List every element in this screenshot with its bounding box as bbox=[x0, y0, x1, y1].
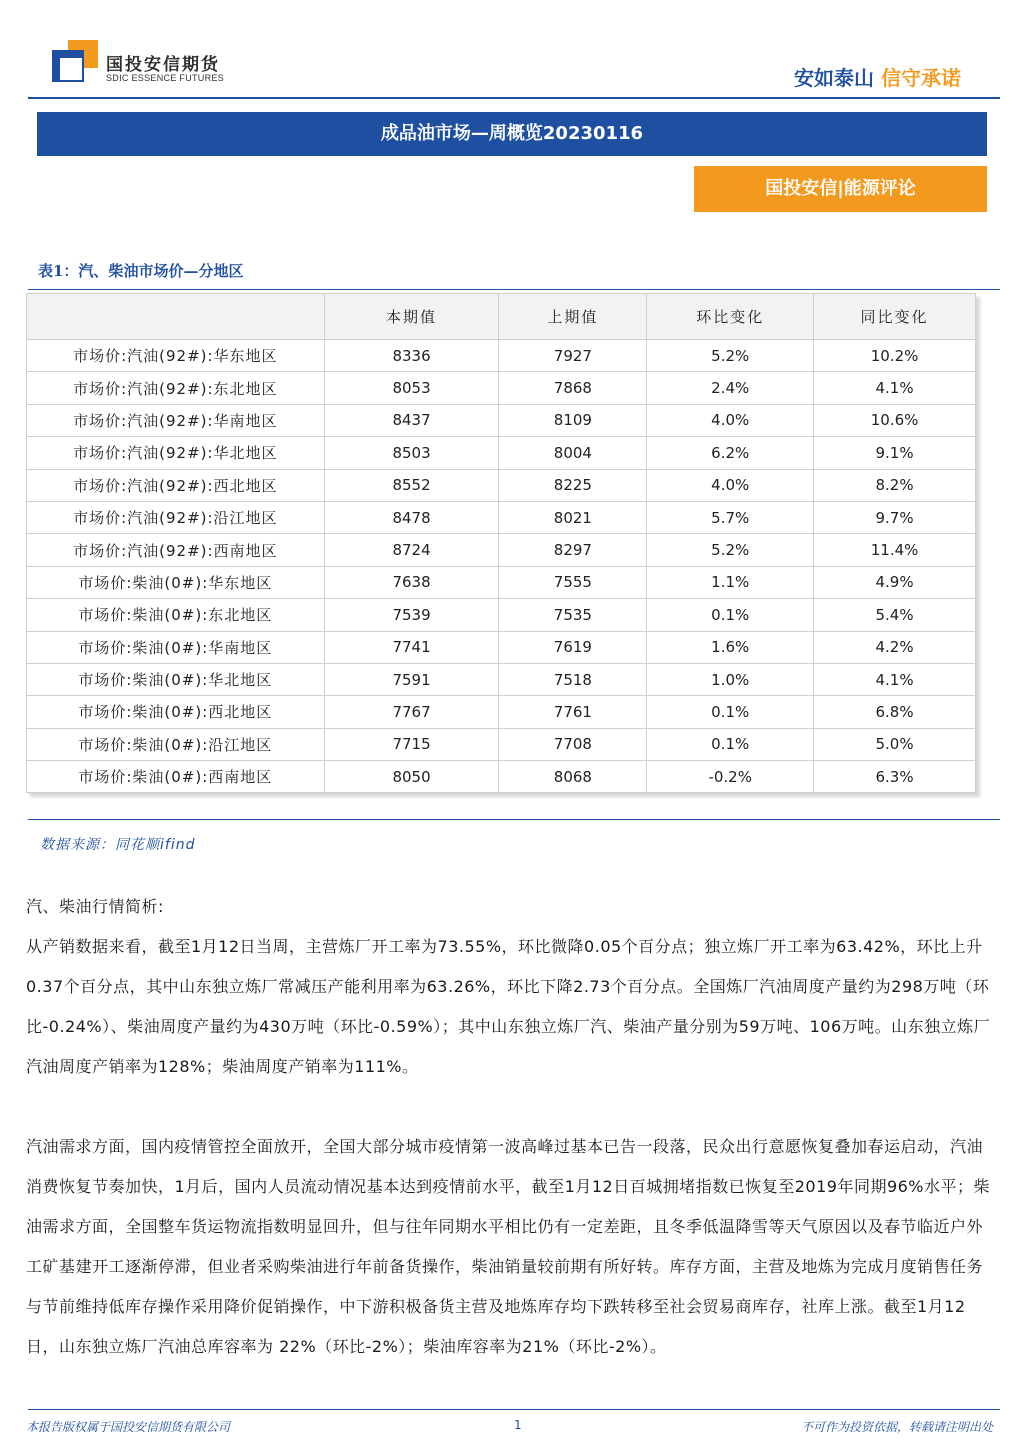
report-title: 成品油市场—周概览20230116 bbox=[37, 112, 987, 156]
current-value-cell: 8336 bbox=[324, 340, 499, 372]
previous-value-cell: 8297 bbox=[499, 534, 647, 566]
report-category-tag: 国投安信|能源评论 bbox=[694, 166, 987, 212]
header-divider bbox=[28, 97, 1000, 99]
wow-change-cell: 4.0% bbox=[647, 404, 814, 436]
wow-change-cell: 6.2% bbox=[647, 437, 814, 469]
current-value-cell: 7715 bbox=[324, 728, 499, 760]
yoy-change-cell: 9.7% bbox=[814, 501, 976, 533]
previous-value-cell: 7868 bbox=[499, 372, 647, 404]
region-cell: 市场价:汽油(92#):华东地区 bbox=[27, 340, 325, 372]
region-cell: 市场价:柴油(0#):西南地区 bbox=[27, 761, 325, 793]
yoy-change-cell: 4.9% bbox=[814, 566, 976, 598]
previous-value-cell: 7927 bbox=[499, 340, 647, 372]
table-row bbox=[27, 372, 976, 404]
previous-value-cell: 7708 bbox=[499, 728, 647, 760]
yoy-change-cell: 10.6% bbox=[814, 404, 976, 436]
analysis-paragraph-demand: 汽油需求方面，国内疫情管控全面放开，全国大部分城市疫情第一波高峰过基本已告一段落，民众出行意愿恢复叠加春运启动，汽油消费恢复节奏加快，1月后，国内人员流动情况基本达到疫情前水平，截至1月12日百城拥堵指数已恢复至2019年同期96%水平；柴油需求方面，全国整车货运物流指数明显回升，但与往年同期水平相比仍有一定差距，且冬季低温降雪等天气原因以及春节临近户外工矿基建开工逐渐停滞，但业者采购柴油进行年前备货操作，柴油销量较前期有所好转。库存方面，主营及地炼为完成月度销售任务与节前维持低库存操作采用降价促销操作，中下游积极备货主营及地炼库存均下跌转移至社会贸易商库存，社库上涨。截至1月12日，山东独立炼厂汽油总库容率为 22%（环比-2%）；柴油库容率为21%（环比-2%）。 bbox=[26, 1137, 991, 1356]
slogan-part-b: 信守承诺 bbox=[881, 66, 961, 90]
yoy-change-cell: 5.0% bbox=[814, 728, 976, 760]
current-value-cell: 8437 bbox=[324, 404, 499, 436]
table-row bbox=[27, 534, 976, 566]
yoy-change-cell: 11.4% bbox=[814, 534, 976, 566]
current-value-cell: 7741 bbox=[324, 631, 499, 663]
page-number: 1 bbox=[514, 1418, 522, 1432]
previous-value-cell: 7619 bbox=[499, 631, 647, 663]
analysis-paragraph-production: 从产销数据来看，截至1月12日当周，主营炼厂开工率为73.55%，环比微降0.05个百分点；独立炼厂开工率为63.42%，环比上升0.37个百分点，其中山东独立炼厂常减压产能利用率为63.26%，环比下降2.73个百分点。全国炼厂汽油周度产量约为298万吨（环比-0.24%）、柴油周度产量约为430万吨（环比-0.59%）；其中山东独立炼厂汽、柴油产量分别为59万吨、106万吨。山东独立炼厂汽油周度产销率为128%；柴油周度产销率为111%。 bbox=[26, 937, 991, 1076]
current-value-cell: 8478 bbox=[324, 501, 499, 533]
previous-value-cell: 8021 bbox=[499, 501, 647, 533]
analysis-heading: 汽、柴油行情简析: bbox=[26, 897, 164, 916]
current-value-cell: 8724 bbox=[324, 534, 499, 566]
footer-copyright: 本报告版权属于国投安信期货有限公司 bbox=[26, 1420, 231, 1434]
yoy-change-cell: 9.1% bbox=[814, 437, 976, 469]
region-cell: 市场价:柴油(0#):沿江地区 bbox=[27, 728, 325, 760]
table-header-row bbox=[27, 294, 976, 340]
table-row bbox=[27, 696, 976, 728]
previous-value-cell: 7535 bbox=[499, 599, 647, 631]
region-cell: 市场价:柴油(0#):西北地区 bbox=[27, 696, 325, 728]
wow-change-cell: 5.7% bbox=[647, 501, 814, 533]
region-cell: 市场价:汽油(92#):华北地区 bbox=[27, 437, 325, 469]
table-row bbox=[27, 566, 976, 598]
table-row bbox=[27, 631, 976, 663]
yoy-change-cell: 4.2% bbox=[814, 631, 976, 663]
wow-change-cell: 1.0% bbox=[647, 663, 814, 695]
table-caption: 表1：汽、柴油市场价—分地区 bbox=[38, 262, 244, 280]
slogan-part-a: 安如泰山 bbox=[794, 66, 875, 90]
yoy-change-cell: 5.4% bbox=[814, 599, 976, 631]
current-value-cell: 7539 bbox=[324, 599, 499, 631]
table-row bbox=[27, 663, 976, 695]
wow-change-cell: 0.1% bbox=[647, 696, 814, 728]
previous-value-cell: 8004 bbox=[499, 437, 647, 469]
footer-disclaimer: 不可作为投资依据，转载请注明出处 bbox=[800, 1420, 993, 1434]
company-slogan bbox=[794, 62, 961, 91]
wow-change-cell: 1.1% bbox=[647, 566, 814, 598]
yoy-change-cell: 8.2% bbox=[814, 469, 976, 501]
logo-english-name: SDIC ESSENCE FUTURES bbox=[106, 73, 225, 83]
region-cell: 市场价:汽油(92#):东北地区 bbox=[27, 372, 325, 404]
previous-value-cell: 7761 bbox=[499, 696, 647, 728]
table-row bbox=[27, 501, 976, 533]
previous-value-cell: 8225 bbox=[499, 469, 647, 501]
current-value-cell: 7767 bbox=[324, 696, 499, 728]
wow-change-cell: 0.1% bbox=[647, 599, 814, 631]
yoy-change-cell: 6.8% bbox=[814, 696, 976, 728]
header-cell-region bbox=[27, 294, 325, 340]
caption-divider bbox=[28, 289, 1000, 290]
current-value-cell: 7638 bbox=[324, 566, 499, 598]
wow-change-cell: 2.4% bbox=[647, 372, 814, 404]
data-source-note: 数据来源：同花顺ifind bbox=[40, 837, 196, 853]
current-value-cell: 8503 bbox=[324, 437, 499, 469]
current-value-cell: 8552 bbox=[324, 469, 499, 501]
previous-value-cell: 8109 bbox=[499, 404, 647, 436]
header-cell-previous: 上期值 bbox=[499, 294, 647, 340]
region-cell: 市场价:汽油(92#):西南地区 bbox=[27, 534, 325, 566]
region-cell: 市场价:柴油(0#):华东地区 bbox=[27, 566, 325, 598]
wow-change-cell: 4.0% bbox=[647, 469, 814, 501]
table-row bbox=[27, 469, 976, 501]
wow-change-cell: -0.2% bbox=[647, 761, 814, 793]
current-value-cell: 7591 bbox=[324, 663, 499, 695]
wow-change-cell: 5.2% bbox=[647, 534, 814, 566]
page-header bbox=[0, 0, 1025, 100]
market-price-table bbox=[26, 293, 976, 793]
source-divider bbox=[28, 819, 1000, 820]
region-cell: 市场价:柴油(0#):华北地区 bbox=[27, 663, 325, 695]
region-cell: 市场价:柴油(0#):东北地区 bbox=[27, 599, 325, 631]
yoy-change-cell: 10.2% bbox=[814, 340, 976, 372]
wow-change-cell: 0.1% bbox=[647, 728, 814, 760]
header-cell-current: 本期值 bbox=[324, 294, 499, 340]
current-value-cell: 8050 bbox=[324, 761, 499, 793]
table-row bbox=[27, 599, 976, 631]
wow-change-cell: 5.2% bbox=[647, 340, 814, 372]
logo-chinese-name: 国投安信期货 bbox=[106, 55, 220, 75]
header-cell-yoy-change: 同比变化 bbox=[814, 294, 976, 340]
yoy-change-cell: 6.3% bbox=[814, 761, 976, 793]
region-cell: 市场价:柴油(0#):华南地区 bbox=[27, 631, 325, 663]
yoy-change-cell: 4.1% bbox=[814, 372, 976, 404]
table-row bbox=[27, 761, 976, 793]
region-cell: 市场价:汽油(92#):沿江地区 bbox=[27, 501, 325, 533]
header-cell-wow-change: 环比变化 bbox=[647, 294, 814, 340]
table-row bbox=[27, 437, 976, 469]
company-logo-icon bbox=[52, 40, 100, 82]
previous-value-cell: 8068 bbox=[499, 761, 647, 793]
current-value-cell: 8053 bbox=[324, 372, 499, 404]
previous-value-cell: 7555 bbox=[499, 566, 647, 598]
table-row bbox=[27, 728, 976, 760]
yoy-change-cell: 4.1% bbox=[814, 663, 976, 695]
table-row bbox=[27, 404, 976, 436]
footer-divider bbox=[28, 1409, 1000, 1410]
wow-change-cell: 1.6% bbox=[647, 631, 814, 663]
previous-value-cell: 7518 bbox=[499, 663, 647, 695]
table-row bbox=[27, 340, 976, 372]
region-cell: 市场价:汽油(92#):西北地区 bbox=[27, 469, 325, 501]
region-cell: 市场价:汽油(92#):华南地区 bbox=[27, 404, 325, 436]
